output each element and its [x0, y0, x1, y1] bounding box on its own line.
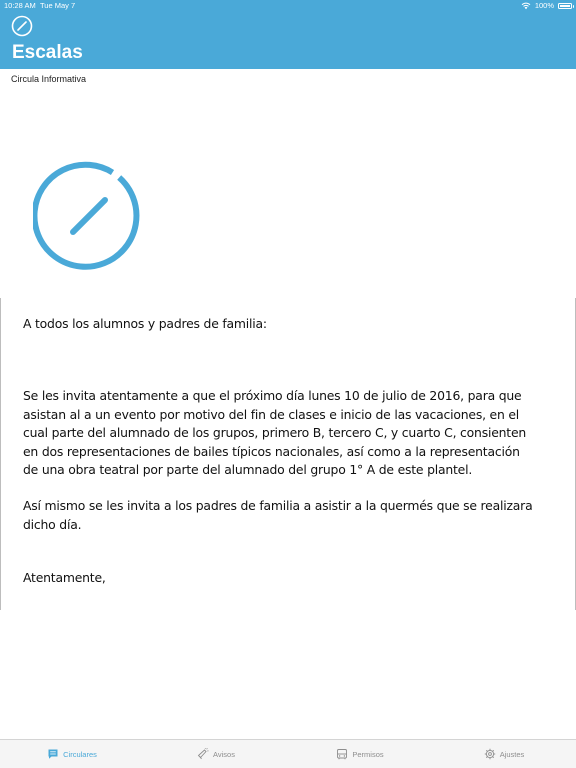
status-date: Tue May 7 — [40, 1, 76, 10]
escalas-logo-icon[interactable] — [11, 15, 33, 37]
doc-paragraph-line: cual parte del alumnado de los grupos, primero B, tercero C, y cuarto C, consienten — [23, 425, 527, 440]
status-time: 10:28 AM — [4, 1, 36, 10]
page-title: Escalas — [12, 42, 83, 63]
tab-label: Circulares — [63, 749, 97, 759]
tab-label: Ajustes — [499, 749, 525, 759]
wifi-icon — [521, 2, 531, 10]
doc-paragraph-line: Se les invita atentamente a que el próximo día lunes 10 de julio de 2016, para que — [23, 388, 522, 403]
escalas-logo-large-icon — [33, 160, 145, 272]
circular-subtitle: Circula Informativa — [11, 74, 87, 84]
message-icon — [47, 748, 59, 760]
status-bar — [0, 0, 576, 12]
tab-label: Permisos — [352, 749, 384, 759]
battery-percentage: 100% — [534, 1, 554, 10]
tab-bar — [0, 739, 576, 768]
tab-avisos[interactable] — [144, 740, 288, 768]
doc-paragraph-line: asistan al a un evento por motivo del fin de clases e inicio de las vacaciones, en el — [23, 406, 520, 422]
doc-closing: Atentamente, — [23, 570, 106, 585]
circular-document — [0, 298, 576, 610]
tab-circulares[interactable] — [0, 740, 144, 768]
gear-icon — [484, 748, 496, 760]
doc-paragraph-line: dicho día. — [23, 516, 82, 532]
status-indicators — [521, 0, 572, 12]
tab-permisos[interactable] — [288, 740, 432, 768]
doc-greeting: A todos los alumnos y padres de familia: — [23, 316, 267, 331]
tab-ajustes[interactable] — [432, 740, 576, 768]
battery-icon — [558, 3, 572, 9]
doc-paragraph-line: Así mismo se les invita a los padres de familia a asistir a la quermés que se realizara — [23, 498, 533, 513]
nav-bar — [0, 12, 576, 69]
bus-icon — [336, 748, 348, 760]
megaphone-icon — [197, 748, 209, 760]
doc-paragraph-line: en dos representaciones de bailes típicos nacionales, así como a la representación — [23, 443, 520, 459]
tab-label: Avisos — [213, 749, 235, 759]
doc-paragraph-line: de una obra teatral por parte del alumnado del grupo 1° A de este plantel. — [23, 462, 473, 477]
